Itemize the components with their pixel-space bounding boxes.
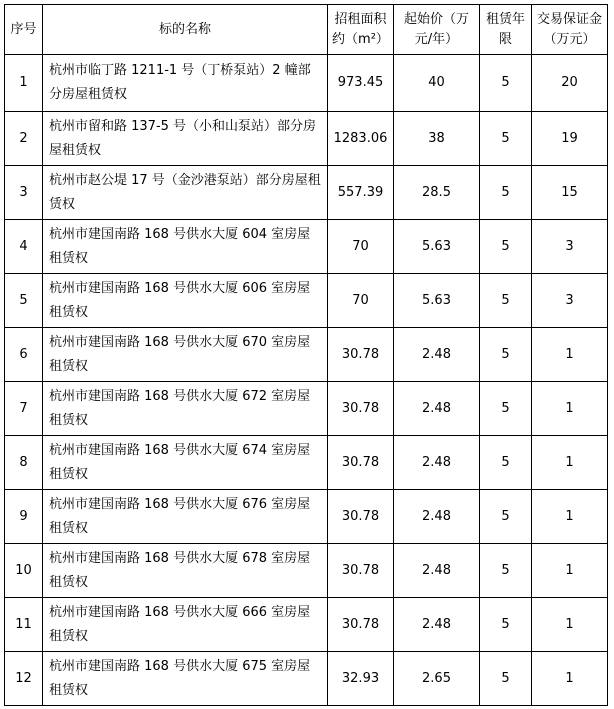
lease-table xyxy=(4,4,608,706)
row-index: 12 xyxy=(5,652,43,706)
row-area: 973.45 xyxy=(328,55,394,112)
table-row xyxy=(5,598,608,652)
row-term: 5 xyxy=(480,436,532,490)
row-price: 2.48 xyxy=(394,436,480,490)
row-index: 10 xyxy=(5,544,43,598)
row-name: 杭州市建国南路 168 号供水大厦 606 室房屋租赁权 xyxy=(43,274,328,328)
row-name: 杭州市临丁路 1211-1 号（丁桥泵站）2 幢部分房屋租赁权 xyxy=(43,55,328,112)
row-price: 2.65 xyxy=(394,652,480,706)
row-area: 1283.06 xyxy=(328,112,394,166)
header-row xyxy=(5,5,608,55)
row-deposit: 20 xyxy=(532,55,608,112)
row-index: 9 xyxy=(5,490,43,544)
header-index: 序号 xyxy=(5,5,43,55)
table-row xyxy=(5,166,608,220)
row-name: 杭州市建国南路 168 号供水大厦 676 室房屋租赁权 xyxy=(43,490,328,544)
row-area: 30.78 xyxy=(328,328,394,382)
row-area: 30.78 xyxy=(328,544,394,598)
table-row xyxy=(5,652,608,706)
row-index: 8 xyxy=(5,436,43,490)
table-row xyxy=(5,328,608,382)
row-deposit: 3 xyxy=(532,220,608,274)
row-price: 2.48 xyxy=(394,490,480,544)
row-name: 杭州市建国南路 168 号供水大厦 604 室房屋租赁权 xyxy=(43,220,328,274)
row-term: 5 xyxy=(480,328,532,382)
row-name: 杭州市建国南路 168 号供水大厦 674 室房屋租赁权 xyxy=(43,436,328,490)
row-index: 1 xyxy=(5,55,43,112)
header-name: 标的名称 xyxy=(43,5,328,55)
header-term: 租赁年限 xyxy=(480,5,532,55)
table-row xyxy=(5,382,608,436)
row-index: 6 xyxy=(5,328,43,382)
table-row xyxy=(5,274,608,328)
row-term: 5 xyxy=(480,544,532,598)
row-index: 4 xyxy=(5,220,43,274)
row-deposit: 1 xyxy=(532,490,608,544)
row-deposit: 19 xyxy=(532,112,608,166)
row-term: 5 xyxy=(480,112,532,166)
row-term: 5 xyxy=(480,166,532,220)
table-row xyxy=(5,490,608,544)
row-name: 杭州市建国南路 168 号供水大厦 670 室房屋租赁权 xyxy=(43,328,328,382)
row-price: 38 xyxy=(394,112,480,166)
row-area: 70 xyxy=(328,274,394,328)
row-deposit: 1 xyxy=(532,652,608,706)
table-row xyxy=(5,436,608,490)
row-name: 杭州市建国南路 168 号供水大厦 678 室房屋租赁权 xyxy=(43,544,328,598)
row-area: 32.93 xyxy=(328,652,394,706)
table-row xyxy=(5,220,608,274)
row-index: 3 xyxy=(5,166,43,220)
row-index: 2 xyxy=(5,112,43,166)
row-name: 杭州市建国南路 168 号供水大厦 666 室房屋租赁权 xyxy=(43,598,328,652)
row-price: 5.63 xyxy=(394,274,480,328)
row-price: 28.5 xyxy=(394,166,480,220)
row-area: 30.78 xyxy=(328,436,394,490)
row-price: 2.48 xyxy=(394,328,480,382)
row-index: 11 xyxy=(5,598,43,652)
row-price: 40 xyxy=(394,55,480,112)
row-name: 杭州市建国南路 168 号供水大厦 672 室房屋租赁权 xyxy=(43,382,328,436)
row-deposit: 1 xyxy=(532,544,608,598)
table-row xyxy=(5,544,608,598)
row-area: 70 xyxy=(328,220,394,274)
row-name: 杭州市赵公堤 17 号（金沙港泵站）部分房屋租赁权 xyxy=(43,166,328,220)
row-deposit: 1 xyxy=(532,382,608,436)
row-deposit: 1 xyxy=(532,328,608,382)
row-term: 5 xyxy=(480,55,532,112)
row-price: 5.63 xyxy=(394,220,480,274)
row-area: 30.78 xyxy=(328,490,394,544)
row-term: 5 xyxy=(480,220,532,274)
row-term: 5 xyxy=(480,598,532,652)
row-term: 5 xyxy=(480,274,532,328)
row-name: 杭州市建国南路 168 号供水大厦 675 室房屋租赁权 xyxy=(43,652,328,706)
row-index: 7 xyxy=(5,382,43,436)
row-area: 30.78 xyxy=(328,598,394,652)
row-deposit: 1 xyxy=(532,598,608,652)
row-price: 2.48 xyxy=(394,598,480,652)
row-term: 5 xyxy=(480,382,532,436)
row-area: 30.78 xyxy=(328,382,394,436)
row-index: 5 xyxy=(5,274,43,328)
row-deposit: 1 xyxy=(532,436,608,490)
header-price: 起始价（万元/年） xyxy=(394,5,480,55)
header-area: 招租面积约（m²） xyxy=(328,5,394,55)
row-price: 2.48 xyxy=(394,544,480,598)
row-term: 5 xyxy=(480,652,532,706)
table-row xyxy=(5,112,608,166)
row-name: 杭州市留和路 137-5 号（小和山泵站）部分房屋租赁权 xyxy=(43,112,328,166)
row-area: 557.39 xyxy=(328,166,394,220)
row-price: 2.48 xyxy=(394,382,480,436)
header-deposit: 交易保证金（万元） xyxy=(532,5,608,55)
row-term: 5 xyxy=(480,490,532,544)
row-deposit: 3 xyxy=(532,274,608,328)
table-row xyxy=(5,55,608,112)
row-deposit: 15 xyxy=(532,166,608,220)
